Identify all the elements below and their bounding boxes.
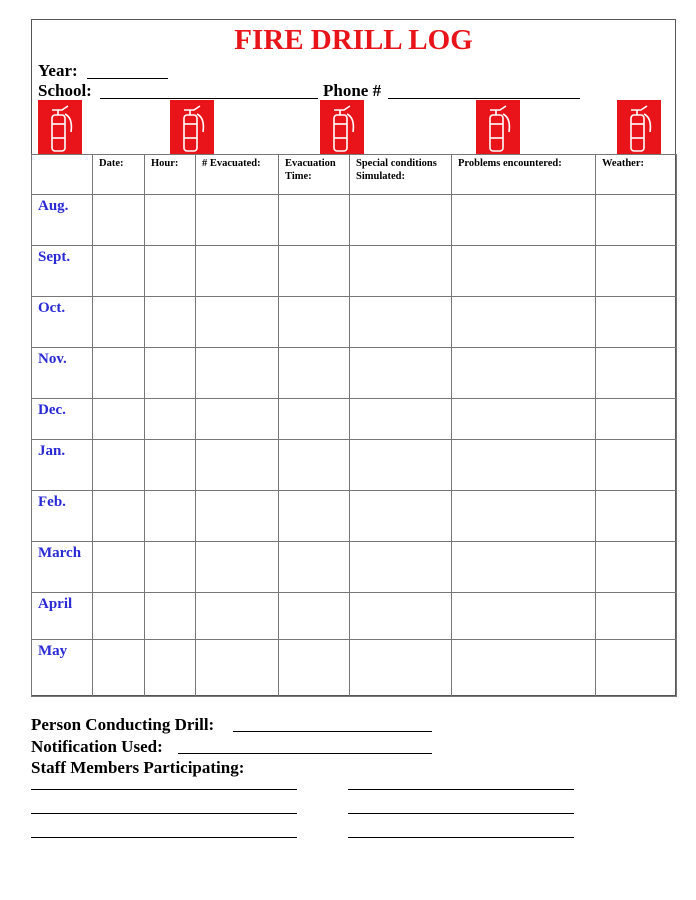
table-cell[interactable] xyxy=(279,440,350,491)
table-cell[interactable] xyxy=(452,348,596,399)
header-date: Date: xyxy=(93,155,145,195)
table-cell[interactable] xyxy=(145,195,196,246)
header-evacuation-time: Evacuation Time: xyxy=(279,155,350,195)
table-cell[interactable] xyxy=(452,440,596,491)
table-row xyxy=(32,542,677,593)
table-cell[interactable] xyxy=(596,440,677,491)
month-label: Sept. xyxy=(32,246,93,297)
month-label: April xyxy=(32,593,93,640)
header-special-conditions: Special conditions Simulated: xyxy=(350,155,452,195)
table-cell[interactable] xyxy=(279,593,350,640)
table-cell[interactable] xyxy=(279,195,350,246)
staff-signature-line[interactable] xyxy=(31,837,297,838)
table-row xyxy=(32,297,677,348)
table-cell[interactable] xyxy=(93,195,145,246)
table-cell[interactable] xyxy=(596,399,677,440)
fire-extinguisher-icon xyxy=(476,100,520,154)
person-conducting-label: Person Conducting Drill: xyxy=(31,715,215,734)
table-cell[interactable] xyxy=(279,348,350,399)
table-cell[interactable] xyxy=(145,593,196,640)
month-label: Nov. xyxy=(32,348,93,399)
fire-extinguisher-icon xyxy=(170,100,214,154)
table-cell[interactable] xyxy=(596,195,677,246)
table-cell[interactable] xyxy=(350,246,452,297)
school-label: School: xyxy=(38,81,92,100)
table-row xyxy=(32,195,677,246)
phone-field[interactable] xyxy=(388,98,580,99)
table-cell[interactable] xyxy=(93,491,145,542)
table-cell[interactable] xyxy=(596,348,677,399)
table-cell[interactable] xyxy=(452,399,596,440)
table-cell[interactable] xyxy=(196,491,279,542)
table-cell[interactable] xyxy=(196,593,279,640)
table-cell[interactable] xyxy=(93,542,145,593)
table-cell[interactable] xyxy=(145,399,196,440)
table-cell[interactable] xyxy=(279,399,350,440)
year-label: Year: xyxy=(38,61,78,80)
table-cell[interactable] xyxy=(145,297,196,348)
fire-extinguisher-icon xyxy=(617,100,661,154)
table-cell[interactable] xyxy=(452,640,596,697)
table-cell[interactable] xyxy=(452,297,596,348)
table-cell[interactable] xyxy=(596,593,677,640)
phone-label: Phone # xyxy=(323,81,382,100)
table-cell[interactable] xyxy=(196,440,279,491)
table-cell[interactable] xyxy=(596,246,677,297)
staff-signature-line[interactable] xyxy=(31,813,297,814)
table-cell[interactable] xyxy=(350,542,452,593)
table-cell[interactable] xyxy=(196,399,279,440)
table-row xyxy=(32,348,677,399)
table-cell[interactable] xyxy=(596,640,677,697)
month-label: Dec. xyxy=(32,399,93,440)
table-cell[interactable] xyxy=(279,542,350,593)
table-cell[interactable] xyxy=(596,491,677,542)
staff-signature-line[interactable] xyxy=(348,837,574,838)
notification-label: Notification Used: xyxy=(31,737,163,756)
month-label: March xyxy=(32,542,93,593)
table-cell[interactable] xyxy=(279,297,350,348)
table-row xyxy=(32,440,677,491)
staff-signature-line[interactable] xyxy=(31,789,297,790)
table-row xyxy=(32,640,677,697)
header-evacuated: # Evacuated: xyxy=(196,155,279,195)
person-conducting-field[interactable] xyxy=(233,731,432,732)
table-cell[interactable] xyxy=(279,246,350,297)
table-cell[interactable] xyxy=(350,491,452,542)
table-cell[interactable] xyxy=(145,440,196,491)
table-cell[interactable] xyxy=(196,640,279,697)
table-cell[interactable] xyxy=(596,542,677,593)
table-cell[interactable] xyxy=(93,246,145,297)
year-field[interactable] xyxy=(87,78,168,79)
table-cell[interactable] xyxy=(452,491,596,542)
table-cell[interactable] xyxy=(145,542,196,593)
table-row xyxy=(32,593,677,640)
table-cell[interactable] xyxy=(93,399,145,440)
staff-signature-line[interactable] xyxy=(348,789,574,790)
table-header-row xyxy=(32,155,677,195)
drill-log-table xyxy=(31,154,677,697)
table-cell[interactable] xyxy=(93,640,145,697)
month-label: Feb. xyxy=(32,491,93,542)
month-label: Aug. xyxy=(32,195,93,246)
table-row xyxy=(32,399,677,440)
table-cell[interactable] xyxy=(93,440,145,491)
table-cell[interactable] xyxy=(452,195,596,246)
table-cell[interactable] xyxy=(279,491,350,542)
staff-members-label: Staff Members Participating: xyxy=(31,758,245,777)
table-cell[interactable] xyxy=(145,246,196,297)
table-cell[interactable] xyxy=(93,593,145,640)
month-label: Jan. xyxy=(32,440,93,491)
table-cell[interactable] xyxy=(196,246,279,297)
header-weather: Weather: xyxy=(596,155,677,195)
table-cell[interactable] xyxy=(145,640,196,697)
table-cell[interactable] xyxy=(350,593,452,640)
notification-field[interactable] xyxy=(178,753,432,754)
table-cell[interactable] xyxy=(196,348,279,399)
table-cell[interactable] xyxy=(350,195,452,246)
table-cell[interactable] xyxy=(350,440,452,491)
table-cell[interactable] xyxy=(452,542,596,593)
table-cell[interactable] xyxy=(145,491,196,542)
month-label: Oct. xyxy=(32,297,93,348)
table-row xyxy=(32,491,677,542)
fire-extinguisher-icon xyxy=(38,100,82,154)
table-cell[interactable] xyxy=(196,542,279,593)
table-cell[interactable] xyxy=(452,246,596,297)
header-cell xyxy=(32,155,93,195)
month-label: May xyxy=(32,640,93,697)
table-cell[interactable] xyxy=(196,297,279,348)
table-cell[interactable] xyxy=(93,348,145,399)
staff-signature-line[interactable] xyxy=(348,813,574,814)
table-cell[interactable] xyxy=(93,297,145,348)
table-cell[interactable] xyxy=(350,640,452,697)
table-cell[interactable] xyxy=(196,195,279,246)
fire-extinguisher-icon xyxy=(320,100,364,154)
table-cell[interactable] xyxy=(350,297,452,348)
page-title: FIRE DRILL LOG xyxy=(234,24,473,56)
header-hour: Hour: xyxy=(145,155,196,195)
table-cell[interactable] xyxy=(596,297,677,348)
table-cell[interactable] xyxy=(279,640,350,697)
table-cell[interactable] xyxy=(350,399,452,440)
header-problems: Problems encountered: xyxy=(452,155,596,195)
table-cell[interactable] xyxy=(452,593,596,640)
table-cell[interactable] xyxy=(145,348,196,399)
table-cell[interactable] xyxy=(350,348,452,399)
school-field[interactable] xyxy=(100,98,318,99)
table-row xyxy=(32,246,677,297)
